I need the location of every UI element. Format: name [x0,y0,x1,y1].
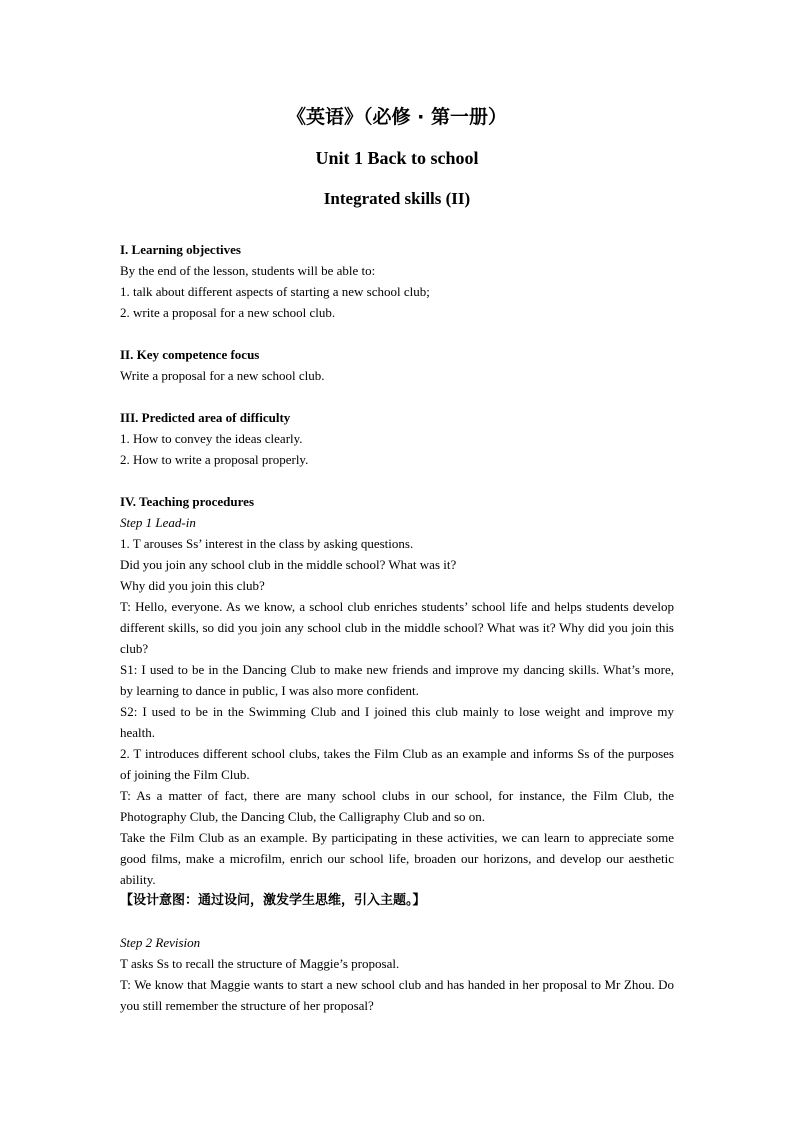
text-line: 1. How to convey the ideas clearly. [120,431,303,446]
paragraph: T: Hello, everyone. As we know, a school club enriches students’ school life and helps students develop different skills, so did you join any school club in the middle school? What was it? Why did you join this club? [120,599,674,656]
paragraph: Take the Film Club as an example. By participating in these activities, we can learn to appreciate some good films, make a microfilm, enrich our school life, broaden our horizons, and develop our aesthetic ability. [120,830,674,887]
text-line: 2. How to write a proposal properly. [120,452,309,467]
section-key-competence [120,344,674,386]
paragraph: T asks Ss to recall the structure of Maggie’s proposal. [120,956,400,971]
section-heading: III. Predicted area of difficulty [120,410,291,425]
design-intent-note: 【设计意图：通过设问，激发学生思维，引入主题。】 [120,893,426,908]
paragraph: S1: I used to be in the Dancing Club to make new friends and improve my dancing skills. What’s more, by learning to dance in public, I was also more confident. [120,662,674,698]
book-title: 《英语》（必修 · 第一册） [287,106,507,128]
paragraph: 2. T introduces different school clubs, takes the Film Club as an example and informs Ss of the purposes of joining the Film Club. [120,746,674,782]
paragraph: Did you join any school club in the middle school? What was it? [120,557,457,572]
section-difficulty [120,407,674,470]
section-heading: IV. Teaching procedures [120,494,255,509]
step-label: Step 2 Revision [120,935,201,950]
paragraph: T: As a matter of fact, there are many school clubs in our school, for instance, the Film Club, the Photography Club, the Dancing Club, the Calligraphy Club and so on. [120,788,674,824]
text-line: 2. write a proposal for a new school club. [120,305,336,320]
text-line: By the end of the lesson, students will be able to: [120,263,376,278]
paragraph: S2: I used to be in the Swimming Club and I joined this club mainly to lose weight and improve my health. [120,704,674,740]
section-teaching-procedures [120,491,674,1016]
paragraph: Why did you join this club? [120,578,265,593]
section-heading: II. Key competence focus [120,347,260,362]
paragraph: T: We know that Maggie wants to start a new school club and has handed in her proposal to Mr Zhou. Do you still remember the structure of her proposal? [120,977,674,1013]
lesson-title: Integrated skills (II) [323,189,471,208]
section-learning-objectives [120,239,674,323]
unit-title: Unit 1 Back to school [315,148,479,168]
text-line: 1. talk about different aspects of starting a new school club; [120,284,430,299]
step-label: Step 1 Lead-in [120,515,196,530]
paragraph: 1. T arouses Ss’ interest in the class by asking questions. [120,536,414,551]
section-heading: I. Learning objectives [120,242,241,257]
text-line: Write a proposal for a new school club. [120,368,325,383]
